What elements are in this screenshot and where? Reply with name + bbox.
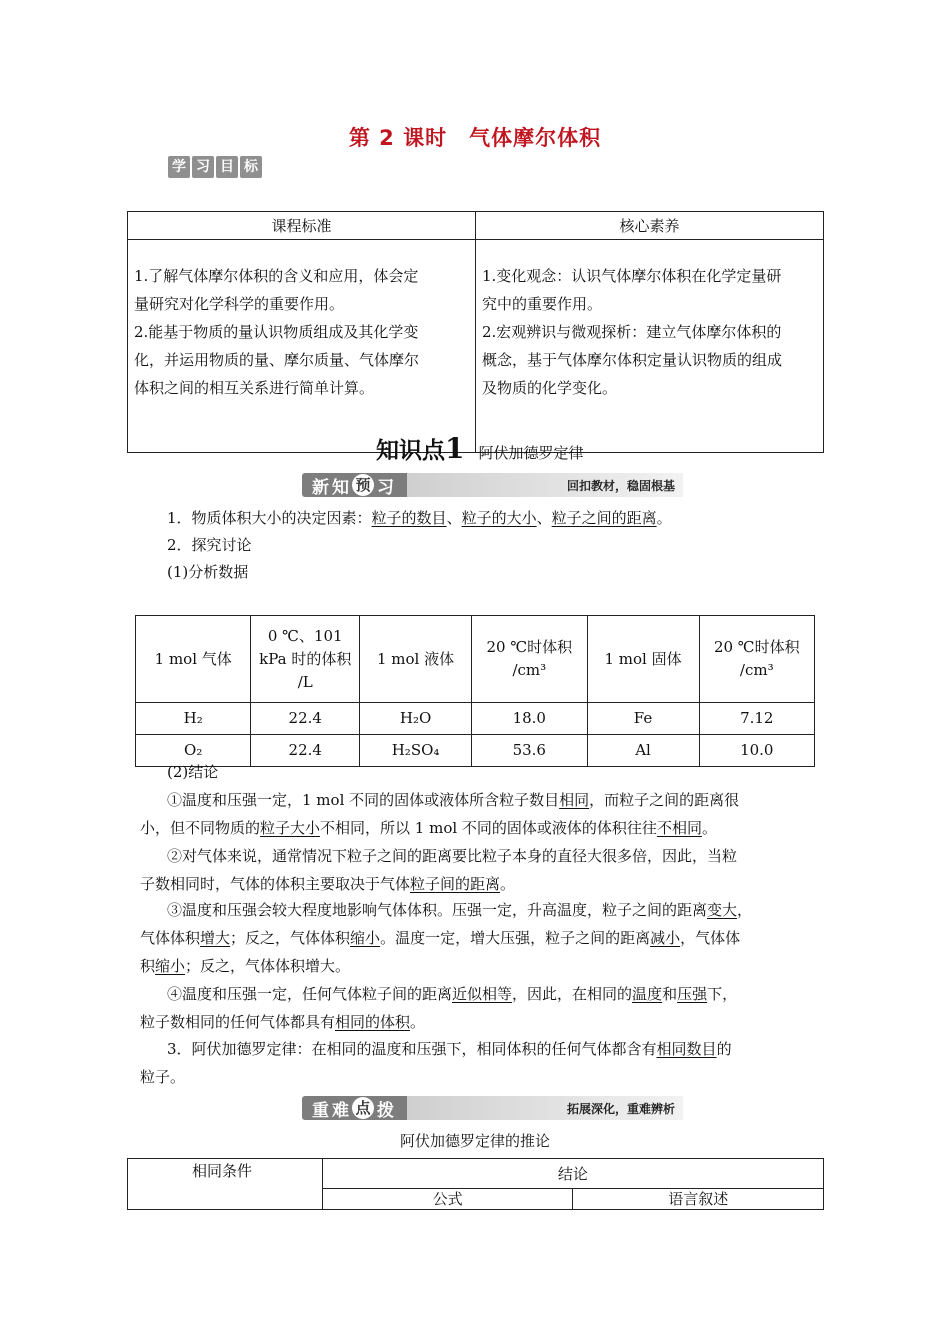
preview-banner: 新 知 预 习 回扣教材，稳固根基 <box>302 473 683 497</box>
key-points-banner: 重 难 点 拨 拓展深化，重难辨析 <box>302 1096 683 1120</box>
knowledge-point-label: 知识点1 <box>376 432 465 465</box>
goals-table <box>127 211 824 453</box>
learning-goals-tag <box>168 156 262 178</box>
conclusion-3: ③温度和压强会较大程度地影响气体体积。压强一定，升高温度，粒子之间的距离变大， 气体体积增大；反之，气体体积缩小。温度一定，增大压强，粒子之间的距离减小，气体体 积缩小；反之，气体体积增大。 <box>140 901 753 975</box>
text-line: 量研究对化学科学的重要作用。 <box>134 295 345 313</box>
text-line: 化，并运用物质的量、摩尔质量、气体摩尔 <box>134 351 420 369</box>
inference-header-formula: 公式 <box>322 1189 573 1210</box>
key-points-banner-slogan: 拓展深化，重难辨析 <box>407 1096 683 1120</box>
goal-tag-char: 习 <box>192 156 214 178</box>
conclusion-label: (2)结论 <box>167 763 219 781</box>
paragraph-avogadro-law: 3．阿伏加德罗定律：在相同的温度和压强下，相同体积的任何气体都含有相同数目的 粒子。 <box>140 1040 732 1086</box>
goals-standard-cell <box>128 240 476 453</box>
table-row: H₂ 22.4 H₂O 18.0 Fe 7.12 <box>136 703 815 735</box>
text-line: 2.能基于物质的量认识物质组成及其化学变 <box>134 323 419 341</box>
knowledge-point-subtitle: 阿伏加德罗定律 <box>478 444 584 462</box>
col-solid-volume: 20 ℃时体积 /cm³ <box>699 616 814 703</box>
goals-literacy-cell <box>476 240 824 453</box>
text-line: 1.变化观念：认识气体摩尔体积在化学定量研 <box>482 267 782 285</box>
inference-header-conclusion: 结论 <box>322 1159 823 1189</box>
paragraph-discussion: 2．探究讨论 <box>167 536 252 554</box>
inference-caption: 阿伏加德罗定律的推论 <box>399 1132 550 1150</box>
goals-header-standard: 课程标准 <box>128 212 476 240</box>
goal-tag-char: 学 <box>168 156 190 178</box>
data-table <box>135 615 815 767</box>
page-title: 第 2 课时 气体摩尔体积 <box>348 126 602 150</box>
text-line: 概念，基于气体摩尔体积定量认识物质的组成 <box>482 351 783 369</box>
conclusion-4: ④温度和压强一定，任何气体粒子间的距离近似相等，因此，在相同的温度和压强下， 粒子数相同的任何气体都具有相同的体积。 <box>140 985 738 1031</box>
goal-tag-char: 目 <box>216 156 238 178</box>
text-line: 体积之间的相互关系进行简单计算。 <box>134 379 375 397</box>
inference-header-statement: 语言叙述 <box>573 1189 824 1210</box>
conclusion-2: ②对气体来说，通常情况下粒子之间的距离要比粒子本身的直径大很多倍，因此，当粒 子数相同时，气体的体积主要取决于气体粒子间的距离。 <box>140 847 738 893</box>
col-liquid: 1 mol 液体 <box>360 616 472 703</box>
conclusion-1: ①温度和压强一定，1 mol 不同的固体或液体所含粒子数目相同，而粒子之间的距离很 小，但不同物质的粒子大小不相同，所以 1 mol 不同的固体或液体的体积往往不相同。 <box>140 791 740 837</box>
table-row: O₂ 22.4 H₂SO₄ 53.6 Al 10.0 <box>136 735 815 767</box>
col-gas: 1 mol 气体 <box>136 616 251 703</box>
text-line: 究中的重要作用。 <box>482 295 603 313</box>
col-gas-volume: 0 ℃、101 kPa 时的体积 /L <box>251 616 360 703</box>
text-line: 2.宏观辨识与微观探析：建立气体摩尔体积的 <box>482 323 782 341</box>
inference-header-condition: 相同条件 <box>128 1159 323 1210</box>
preview-banner-slogan: 回扣教材，稳固根基 <box>407 473 683 497</box>
goal-tag-char: 标 <box>240 156 262 178</box>
knowledge-point-heading <box>376 432 584 465</box>
goals-header-literacy: 核心素养 <box>476 212 824 240</box>
col-solid: 1 mol 固体 <box>587 616 699 703</box>
text-line: 及物质的化学变化。 <box>482 379 618 397</box>
paragraph-analyze: (1)分析数据 <box>167 563 249 581</box>
col-liquid-volume: 20 ℃时体积 /cm³ <box>472 616 587 703</box>
paragraph-factors: 1．物质体积大小的决定因素：粒子的数目、粒子的大小、粒子之间的距离。 <box>167 509 672 527</box>
text-line: 1.了解气体摩尔体积的含义和应用，体会定 <box>134 267 419 285</box>
inference-table <box>127 1158 824 1210</box>
